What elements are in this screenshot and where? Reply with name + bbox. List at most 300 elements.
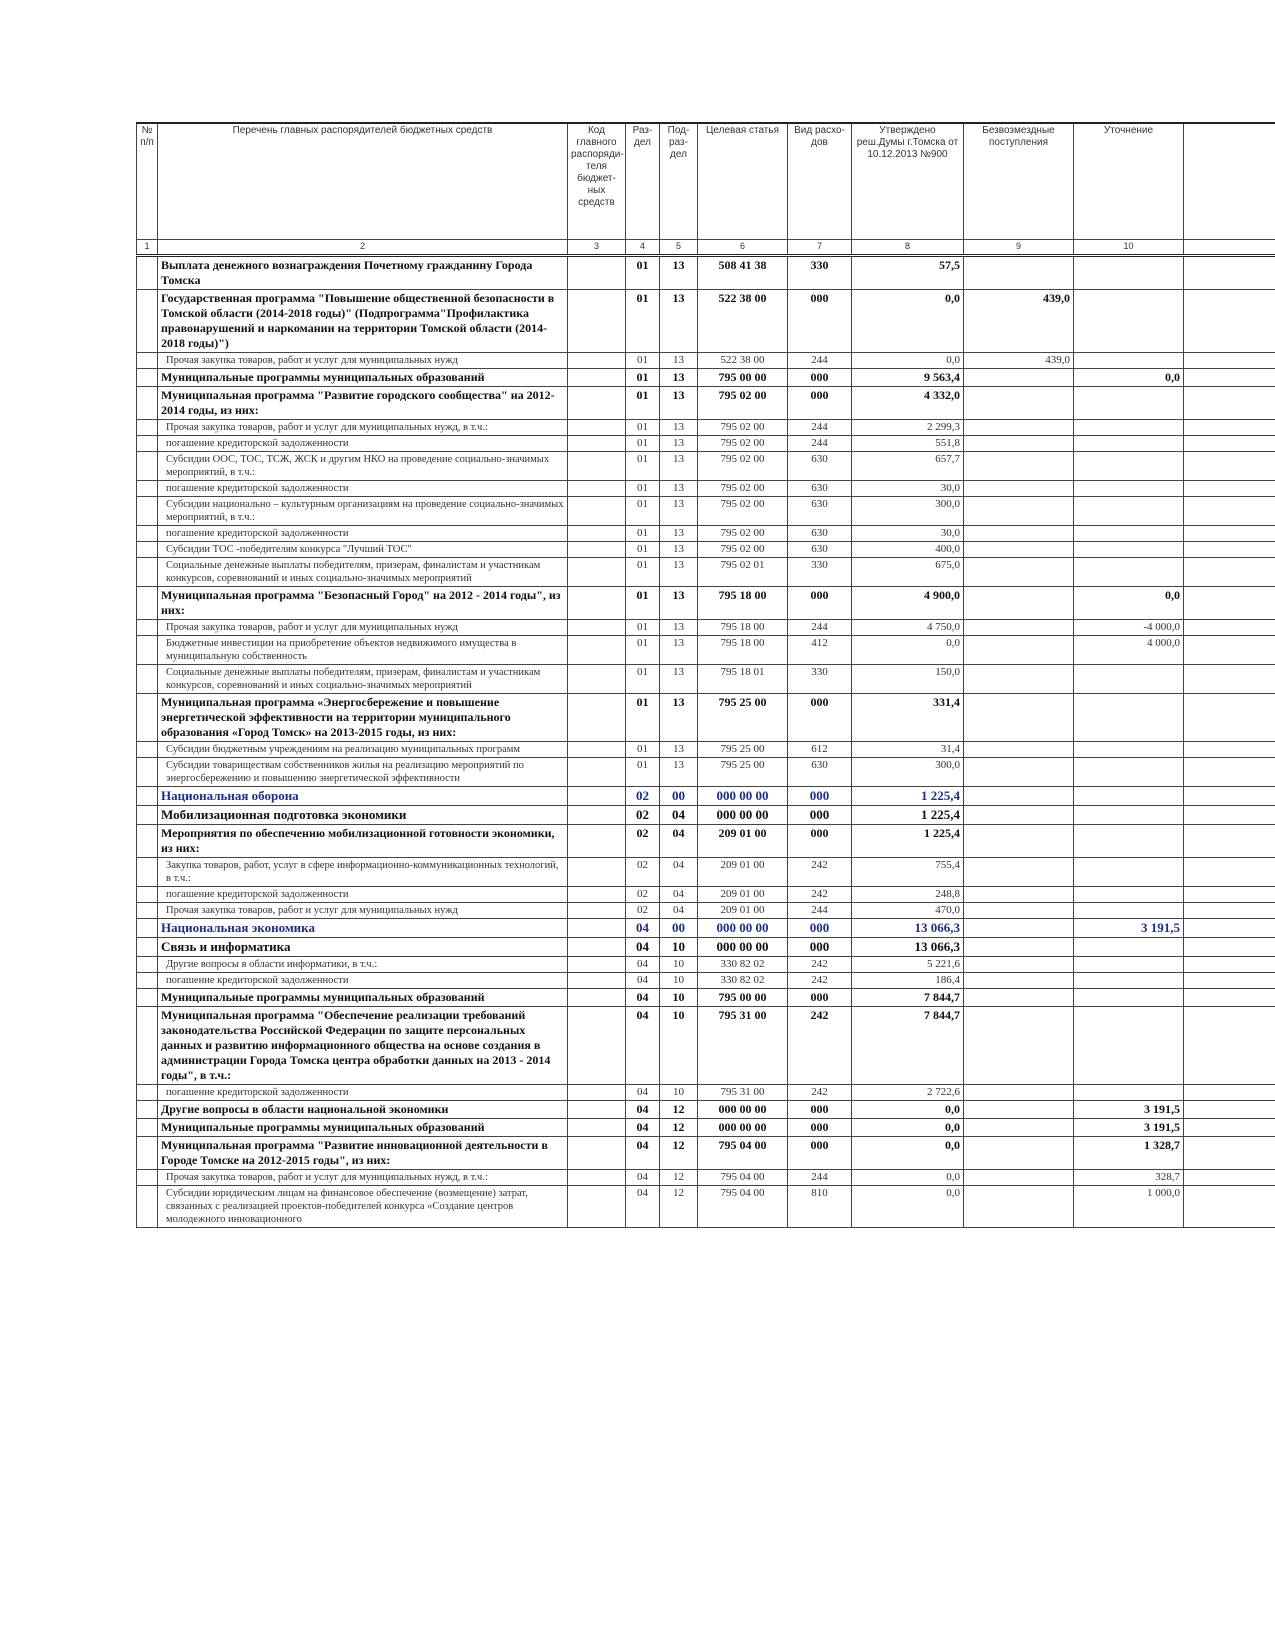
cell-razdel: 01 — [626, 620, 660, 636]
cell-razdel: 01 — [626, 558, 660, 587]
table-row — [137, 1186, 1275, 1228]
cell-name: Субсидии бюджетным учреждениям на реализацию муниципальных программ — [158, 742, 568, 758]
cell-utv: 657,7 — [852, 452, 964, 481]
table-row — [137, 758, 1275, 787]
cell-statya: 795 02 01 — [698, 558, 788, 587]
cell-extra — [1184, 758, 1275, 787]
cell-code — [568, 497, 626, 526]
cell-vid: 330 — [788, 558, 852, 587]
cell-code — [568, 542, 626, 558]
cell-razdel: 01 — [626, 369, 660, 387]
cell-razdel: 04 — [626, 1170, 660, 1186]
cell-code — [568, 1119, 626, 1137]
cell-utv: 0,0 — [852, 1101, 964, 1119]
cell-npp — [137, 903, 158, 919]
cell-utv: 150,0 — [852, 665, 964, 694]
cell-podrazdel: 04 — [660, 903, 698, 919]
cell-bezv — [964, 436, 1074, 452]
cell-name: Прочая закупка товаров, работ и услуг для муниципальных нужд — [158, 353, 568, 369]
cell-statya: 330 82 02 — [698, 957, 788, 973]
cell-utv: 4 332,0 — [852, 387, 964, 420]
cell-utoch — [1074, 526, 1184, 542]
cell-code — [568, 887, 626, 903]
cell-statya: 209 01 00 — [698, 903, 788, 919]
cell-name: Субсидии ТОС -победителям конкурса "Лучший ТОС" — [158, 542, 568, 558]
cell-extra — [1184, 957, 1275, 973]
cell-utoch — [1074, 758, 1184, 787]
cell-bezv — [964, 938, 1074, 957]
cell-razdel: 04 — [626, 989, 660, 1007]
cell-bezv — [964, 1101, 1074, 1119]
cell-vid: 242 — [788, 973, 852, 989]
cell-statya: 795 18 01 — [698, 665, 788, 694]
cell-podrazdel: 00 — [660, 787, 698, 806]
cell-utoch: 0,0 — [1074, 369, 1184, 387]
cell-name: Муниципальная программа "Безопасный Город" на 2012 - 2014 годы", из них: — [158, 587, 568, 620]
cell-name: Муниципальная программа «Энергосбережение и повышение энергетической эффективности на территории муниципального образования «Город Томск» на 2013-2015 годы, из них: — [158, 694, 568, 742]
cell-name: Субсидии юридическим лицам на финансовое обеспечение (возмещение) затрат, связанных с реализацией проектов-победителей конкурса «Создание центров молодежного инновационного — [158, 1186, 568, 1228]
cell-utv: 2 722,6 — [852, 1085, 964, 1101]
cell-utoch: 1 000,0 — [1074, 1186, 1184, 1228]
cell-extra — [1184, 558, 1275, 587]
cell-code — [568, 694, 626, 742]
cell-utoch — [1074, 903, 1184, 919]
cell-vid: 630 — [788, 481, 852, 497]
cell-vid: 000 — [788, 587, 852, 620]
cell-name: погашение кредиторской задолженности — [158, 526, 568, 542]
cell-code — [568, 290, 626, 353]
cell-extra — [1184, 256, 1275, 290]
cell-razdel: 02 — [626, 903, 660, 919]
cell-utoch — [1074, 938, 1184, 957]
cell-bezv — [964, 973, 1074, 989]
cell-npp — [137, 436, 158, 452]
cell-bezv — [964, 387, 1074, 420]
cell-npp — [137, 481, 158, 497]
cell-code — [568, 973, 626, 989]
cell-code — [568, 957, 626, 973]
header-npp: № п/п — [137, 123, 158, 240]
cell-razdel: 04 — [626, 973, 660, 989]
cell-podrazdel: 12 — [660, 1137, 698, 1170]
cell-podrazdel: 13 — [660, 387, 698, 420]
cell-utoch — [1074, 387, 1184, 420]
cell-statya: 795 02 00 — [698, 420, 788, 436]
cell-utv: 755,4 — [852, 858, 964, 887]
cell-utv: 5 221,6 — [852, 957, 964, 973]
cell-vid: 630 — [788, 758, 852, 787]
cell-name: Субсидии товариществам собственников жилья на реализацию мероприятий по энергосбережению и повышению энергетической эффективности — [158, 758, 568, 787]
cell-bezv — [964, 665, 1074, 694]
cell-vid: 000 — [788, 694, 852, 742]
budget-table-sheet — [136, 122, 1275, 1228]
cell-statya: 795 18 00 — [698, 587, 788, 620]
cell-podrazdel: 10 — [660, 1085, 698, 1101]
cell-code — [568, 558, 626, 587]
cell-utoch: -4 000,0 — [1074, 620, 1184, 636]
cell-name: Муниципальные программы муниципальных образований — [158, 369, 568, 387]
cell-utoch — [1074, 497, 1184, 526]
cell-bezv — [964, 903, 1074, 919]
cell-bezv — [964, 919, 1074, 938]
table-row — [137, 1137, 1275, 1170]
table-row — [137, 387, 1275, 420]
cell-razdel: 01 — [626, 452, 660, 481]
cell-podrazdel: 12 — [660, 1170, 698, 1186]
table-row — [137, 587, 1275, 620]
cell-utoch — [1074, 481, 1184, 497]
cell-utv: 7 844,7 — [852, 989, 964, 1007]
cell-extra — [1184, 825, 1275, 858]
cell-extra — [1184, 1137, 1275, 1170]
cell-statya: 795 04 00 — [698, 1186, 788, 1228]
cell-name: Прочая закупка товаров, работ и услуг для муниципальных нужд, в т.ч.: — [158, 1170, 568, 1186]
cell-razdel: 02 — [626, 858, 660, 887]
cell-statya: 795 00 00 — [698, 369, 788, 387]
cell-statya: 209 01 00 — [698, 858, 788, 887]
cell-podrazdel: 13 — [660, 694, 698, 742]
cell-utoch — [1074, 353, 1184, 369]
cell-podrazdel: 04 — [660, 887, 698, 903]
cell-razdel: 04 — [626, 1137, 660, 1170]
cell-code — [568, 903, 626, 919]
cell-extra — [1184, 1119, 1275, 1137]
header-expense-type: Вид расхо-дов — [788, 123, 852, 240]
cell-bezv — [964, 452, 1074, 481]
cell-podrazdel: 12 — [660, 1101, 698, 1119]
cell-razdel: 04 — [626, 1186, 660, 1228]
cell-npp — [137, 452, 158, 481]
cell-statya: 795 18 00 — [698, 636, 788, 665]
cell-code — [568, 665, 626, 694]
cell-bezv — [964, 989, 1074, 1007]
table-row — [137, 620, 1275, 636]
cell-utoch — [1074, 973, 1184, 989]
cell-npp — [137, 1119, 158, 1137]
cell-npp — [137, 938, 158, 957]
cell-razdel: 01 — [626, 481, 660, 497]
cell-razdel: 01 — [626, 665, 660, 694]
cell-npp — [137, 587, 158, 620]
cell-utv: 4 900,0 — [852, 587, 964, 620]
cell-razdel: 04 — [626, 957, 660, 973]
table-row — [137, 665, 1275, 694]
cell-extra — [1184, 353, 1275, 369]
cell-bezv — [964, 542, 1074, 558]
cell-utv: 2 299,3 — [852, 420, 964, 436]
cell-razdel: 01 — [626, 542, 660, 558]
cell-vid: 000 — [788, 825, 852, 858]
cell-statya: 795 31 00 — [698, 1007, 788, 1085]
cell-name: Мероприятия по обеспечению мобилизационной готовности экономики, из них: — [158, 825, 568, 858]
header-approved: Утверждено реш.Думы г.Томска от 10.12.2013 №900 — [852, 123, 964, 240]
cell-npp — [137, 1170, 158, 1186]
column-number: 3 — [568, 240, 626, 256]
cell-name: погашение кредиторской задолженности — [158, 973, 568, 989]
cell-vid: 242 — [788, 858, 852, 887]
cell-podrazdel: 12 — [660, 1186, 698, 1228]
column-number-row — [137, 240, 1275, 256]
cell-statya: 000 00 00 — [698, 787, 788, 806]
table-row — [137, 903, 1275, 919]
cell-npp — [137, 825, 158, 858]
cell-statya: 795 18 00 — [698, 620, 788, 636]
table-row — [137, 1170, 1275, 1186]
cell-podrazdel: 13 — [660, 481, 698, 497]
table-row — [137, 497, 1275, 526]
cell-utoch — [1074, 858, 1184, 887]
cell-utoch — [1074, 452, 1184, 481]
cell-bezv — [964, 1186, 1074, 1228]
table-row — [137, 542, 1275, 558]
cell-name: Другие вопросы в области национальной экономики — [158, 1101, 568, 1119]
cell-npp — [137, 290, 158, 353]
cell-razdel: 01 — [626, 636, 660, 665]
cell-bezv — [964, 481, 1074, 497]
cell-utoch: 1 328,7 — [1074, 1137, 1184, 1170]
cell-utoch — [1074, 957, 1184, 973]
cell-razdel: 01 — [626, 436, 660, 452]
cell-utv: 1 225,4 — [852, 806, 964, 825]
cell-utv: 31,4 — [852, 742, 964, 758]
cell-statya: 795 04 00 — [698, 1170, 788, 1186]
cell-utv: 300,0 — [852, 758, 964, 787]
cell-vid: 630 — [788, 526, 852, 542]
table-row — [137, 887, 1275, 903]
cell-extra — [1184, 526, 1275, 542]
cell-bezv — [964, 1170, 1074, 1186]
cell-extra — [1184, 919, 1275, 938]
cell-podrazdel: 04 — [660, 858, 698, 887]
cell-vid: 244 — [788, 436, 852, 452]
cell-name: Мобилизационная подготовка экономики — [158, 806, 568, 825]
cell-razdel: 01 — [626, 497, 660, 526]
cell-vid: 000 — [788, 806, 852, 825]
cell-utoch — [1074, 542, 1184, 558]
cell-bezv: 439,0 — [964, 353, 1074, 369]
cell-npp — [137, 526, 158, 542]
cell-razdel: 01 — [626, 387, 660, 420]
cell-podrazdel: 13 — [660, 452, 698, 481]
cell-bezv — [964, 787, 1074, 806]
cell-name: Государственная программа "Повышение общественной безопасности в Томской области (2014-2018 годы)" (Подпрограмма"Профилактика правонарушений и наркомании на территории Томской области (2014-2018 годы)") — [158, 290, 568, 353]
cell-code — [568, 587, 626, 620]
cell-razdel: 01 — [626, 694, 660, 742]
cell-extra — [1184, 858, 1275, 887]
cell-podrazdel: 04 — [660, 806, 698, 825]
cell-vid: 330 — [788, 665, 852, 694]
cell-statya: 522 38 00 — [698, 290, 788, 353]
cell-code — [568, 989, 626, 1007]
table-row — [137, 694, 1275, 742]
cell-utv: 13 066,3 — [852, 938, 964, 957]
cell-utoch — [1074, 256, 1184, 290]
cell-utv: 675,0 — [852, 558, 964, 587]
cell-name: Прочая закупка товаров, работ и услуг для муниципальных нужд — [158, 620, 568, 636]
cell-bezv — [964, 957, 1074, 973]
cell-statya: 000 00 00 — [698, 1101, 788, 1119]
cell-name: Связь и информатика — [158, 938, 568, 957]
cell-extra — [1184, 903, 1275, 919]
cell-vid: 242 — [788, 1085, 852, 1101]
cell-statya: 209 01 00 — [698, 825, 788, 858]
cell-utv: 186,4 — [852, 973, 964, 989]
cell-npp — [137, 973, 158, 989]
cell-extra — [1184, 420, 1275, 436]
cell-name: Прочая закупка товаров, работ и услуг для муниципальных нужд, в т.ч.: — [158, 420, 568, 436]
column-number: 9 — [964, 240, 1074, 256]
header-razdel: Раз-дел — [626, 123, 660, 240]
cell-utv: 1 225,4 — [852, 787, 964, 806]
cell-npp — [137, 806, 158, 825]
cell-bezv — [964, 1007, 1074, 1085]
cell-podrazdel: 10 — [660, 973, 698, 989]
cell-extra — [1184, 742, 1275, 758]
cell-code — [568, 787, 626, 806]
cell-bezv — [964, 526, 1074, 542]
cell-code — [568, 1007, 626, 1085]
cell-name: Муниципальные программы муниципальных образований — [158, 1119, 568, 1137]
cell-podrazdel: 13 — [660, 665, 698, 694]
cell-razdel: 02 — [626, 787, 660, 806]
cell-statya: 795 25 00 — [698, 742, 788, 758]
budget-table — [136, 122, 1275, 1228]
cell-vid: 810 — [788, 1186, 852, 1228]
cell-vid: 242 — [788, 1007, 852, 1085]
cell-name: Бюджетные инвестиции на приобретение объектов недвижимого имущества в муниципальную собственность — [158, 636, 568, 665]
cell-utoch: 3 191,5 — [1074, 1101, 1184, 1119]
table-row — [137, 1085, 1275, 1101]
cell-razdel: 01 — [626, 526, 660, 542]
table-row — [137, 1101, 1275, 1119]
table-row — [137, 1119, 1275, 1137]
cell-npp — [137, 1101, 158, 1119]
cell-npp — [137, 1085, 158, 1101]
column-number: 6 — [698, 240, 788, 256]
cell-statya: 795 04 00 — [698, 1137, 788, 1170]
cell-vid: 242 — [788, 957, 852, 973]
cell-extra — [1184, 542, 1275, 558]
cell-extra — [1184, 620, 1275, 636]
cell-code — [568, 758, 626, 787]
cell-utv: 248,8 — [852, 887, 964, 903]
cell-podrazdel: 13 — [660, 542, 698, 558]
cell-name: Субсидии национально – культурным организациям на проведение социально-значимых мероприятий, в т.ч.: — [158, 497, 568, 526]
cell-code — [568, 1170, 626, 1186]
cell-npp — [137, 558, 158, 587]
cell-razdel: 04 — [626, 919, 660, 938]
cell-podrazdel: 13 — [660, 742, 698, 758]
cell-utv: 13 066,3 — [852, 919, 964, 938]
cell-extra — [1184, 665, 1275, 694]
cell-npp — [137, 787, 158, 806]
cell-podrazdel: 13 — [660, 369, 698, 387]
cell-extra — [1184, 694, 1275, 742]
cell-name: погашение кредиторской задолженности — [158, 1085, 568, 1101]
cell-npp — [137, 620, 158, 636]
cell-utoch: 3 191,5 — [1074, 919, 1184, 938]
cell-code — [568, 1137, 626, 1170]
cell-utv: 300,0 — [852, 497, 964, 526]
cell-statya: 795 25 00 — [698, 758, 788, 787]
cell-npp — [137, 1186, 158, 1228]
column-number: 2 — [158, 240, 568, 256]
column-number: 1 — [137, 240, 158, 256]
column-number: 8 — [852, 240, 964, 256]
cell-utv: 0,0 — [852, 1186, 964, 1228]
cell-podrazdel: 13 — [660, 420, 698, 436]
cell-code — [568, 256, 626, 290]
cell-extra — [1184, 1007, 1275, 1085]
cell-podrazdel: 04 — [660, 825, 698, 858]
table-row — [137, 526, 1275, 542]
cell-bezv — [964, 858, 1074, 887]
cell-podrazdel: 10 — [660, 957, 698, 973]
cell-npp — [137, 694, 158, 742]
cell-extra — [1184, 887, 1275, 903]
cell-vid: 000 — [788, 387, 852, 420]
cell-utoch — [1074, 825, 1184, 858]
table-row — [137, 938, 1275, 957]
header-distributors: Перечень главных распорядителей бюджетных средств — [158, 123, 568, 240]
cell-vid: 612 — [788, 742, 852, 758]
table-row — [137, 787, 1275, 806]
cell-extra — [1184, 387, 1275, 420]
cell-podrazdel: 13 — [660, 497, 698, 526]
cell-statya: 000 00 00 — [698, 806, 788, 825]
cell-extra — [1184, 1186, 1275, 1228]
cell-npp — [137, 858, 158, 887]
cell-statya: 000 00 00 — [698, 938, 788, 957]
cell-vid: 000 — [788, 369, 852, 387]
cell-extra — [1184, 1170, 1275, 1186]
cell-razdel: 04 — [626, 1101, 660, 1119]
cell-podrazdel: 00 — [660, 919, 698, 938]
column-number: 4 — [626, 240, 660, 256]
cell-razdel: 01 — [626, 742, 660, 758]
cell-utoch — [1074, 558, 1184, 587]
cell-name: Выплата денежного вознаграждения Почетному гражданину Города Томска — [158, 256, 568, 290]
cell-podrazdel: 13 — [660, 290, 698, 353]
cell-extra — [1184, 1101, 1275, 1119]
cell-razdel: 04 — [626, 1007, 660, 1085]
cell-statya: 522 38 00 — [698, 353, 788, 369]
cell-bezv — [964, 825, 1074, 858]
cell-statya: 795 02 00 — [698, 452, 788, 481]
cell-npp — [137, 919, 158, 938]
cell-razdel: 01 — [626, 256, 660, 290]
cell-extra — [1184, 587, 1275, 620]
cell-code — [568, 369, 626, 387]
cell-podrazdel: 10 — [660, 938, 698, 957]
cell-podrazdel: 10 — [660, 1007, 698, 1085]
table-row — [137, 957, 1275, 973]
cell-npp — [137, 636, 158, 665]
cell-podrazdel: 12 — [660, 1119, 698, 1137]
cell-vid: 000 — [788, 290, 852, 353]
table-row — [137, 481, 1275, 497]
table-row — [137, 353, 1275, 369]
cell-bezv — [964, 420, 1074, 436]
cell-name: Закупка товаров, работ, услуг в сфере информационно-коммуникационных технологий, в т.ч.: — [158, 858, 568, 887]
cell-utoch — [1074, 665, 1184, 694]
cell-code — [568, 452, 626, 481]
header-podrazdel: Под-раз-дел — [660, 123, 698, 240]
cell-code — [568, 420, 626, 436]
cell-utoch — [1074, 1085, 1184, 1101]
cell-podrazdel: 13 — [660, 758, 698, 787]
cell-utv: 0,0 — [852, 353, 964, 369]
